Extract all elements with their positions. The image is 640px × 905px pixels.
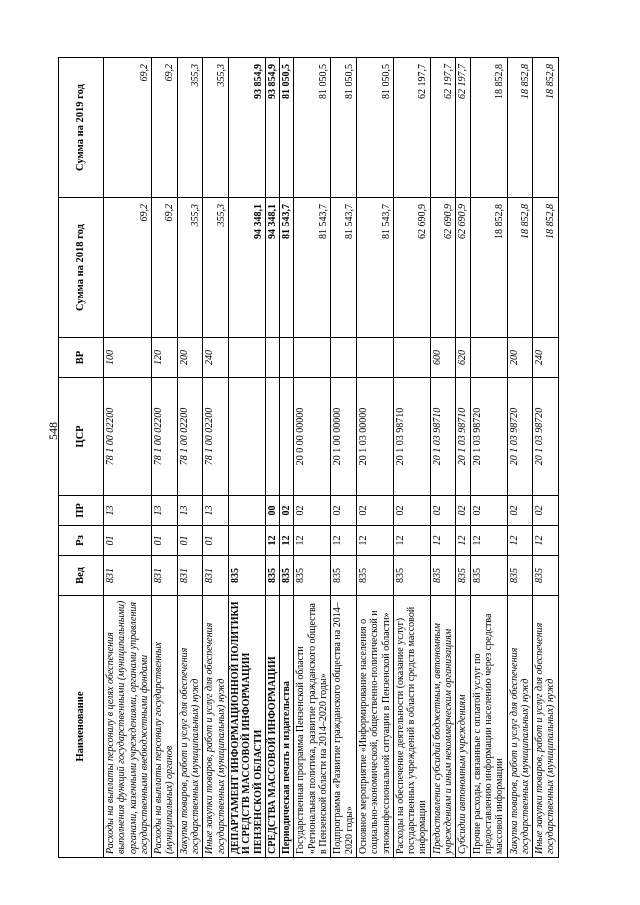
column-header: Рз	[59, 526, 104, 556]
cell-ved: 835	[507, 556, 533, 596]
cell-s2019: 69,2	[152, 58, 178, 198]
cell-name: Прочие расходы, связанные с оплатой услуг по предоставлению информации населению через средства массовой информации	[470, 596, 507, 858]
cell-s2018: 94 348,1	[228, 198, 265, 338]
cell-name: Основное мероприятие «Информирование населения о социально-экономической, общественно-политической и этноконфессиональной ситуации в Пензенской области»	[356, 596, 393, 858]
cell-csr: 78 1 00 02200	[104, 378, 152, 496]
cell-name: Иные закупки товаров, работ и услуг для обеспечения государственных (муниципальных) нужд	[533, 596, 559, 858]
cell-s2019: 355,3	[203, 58, 229, 198]
cell-s2018: 94 348,1	[265, 198, 279, 338]
rotated-page	[58, 58, 604, 858]
cell-rz: 12	[533, 526, 559, 556]
cell-vr	[356, 338, 393, 378]
cell-s2018: 355,3	[203, 198, 229, 338]
cell-vr	[294, 338, 331, 378]
cell-pr: 02	[507, 496, 533, 526]
column-header: Сумма на 2019 год	[59, 58, 104, 198]
cell-vr	[393, 338, 430, 378]
cell-s2019: 18 852,8	[533, 58, 559, 198]
cell-pr	[228, 496, 265, 526]
cell-csr: 20 1 00 00000	[331, 378, 357, 496]
cell-name: Периодическая печать и издательства	[280, 596, 294, 858]
cell-rz: 12	[280, 526, 294, 556]
cell-pr: 02	[456, 496, 470, 526]
cell-name: СРЕДСТВА МАССОВОЙ ИНФОРМАЦИИ	[265, 596, 279, 858]
table-row	[430, 58, 456, 858]
column-header: Вед	[59, 556, 104, 596]
cell-ved: 831	[152, 556, 178, 596]
cell-pr: 02	[533, 496, 559, 526]
cell-rz	[228, 526, 265, 556]
table-row	[533, 58, 559, 858]
column-header: Сумма на 2018 год	[59, 198, 104, 338]
cell-s2019: 93 854,9	[228, 58, 265, 198]
cell-csr: 20 1 03 98710	[430, 378, 456, 496]
cell-rz: 12	[507, 526, 533, 556]
table-row	[177, 58, 203, 858]
cell-rz: 12	[356, 526, 393, 556]
cell-csr: 20 1 03 98710	[393, 378, 430, 496]
cell-s2019: 69,2	[104, 58, 152, 198]
cell-s2019: 355,3	[177, 58, 203, 198]
cell-vr: 200	[507, 338, 533, 378]
cell-name: Закупка товаров, работ и услуг для обеспечения государственных (муниципальных) нужд	[507, 596, 533, 858]
cell-rz: 12	[265, 526, 279, 556]
table-row	[456, 58, 470, 858]
cell-pr: 02	[294, 496, 331, 526]
cell-ved: 835	[228, 556, 265, 596]
cell-csr	[280, 378, 294, 496]
cell-csr: 20 0 00 00000	[294, 378, 331, 496]
table-row	[152, 58, 178, 858]
cell-ved: 831	[177, 556, 203, 596]
cell-vr	[265, 338, 279, 378]
cell-name: Государственная программа Пензенской области «Региональная политика, развитие гражданского общества в Пензенской области на 2014–2020 годы»	[294, 596, 331, 858]
table-row	[393, 58, 430, 858]
column-header: Наименование	[59, 596, 104, 858]
cell-name: Субсидии автономным учреждениям	[456, 596, 470, 858]
cell-vr: 240	[533, 338, 559, 378]
cell-name: Подпрограмма «Развитие гражданского общества на 2014–2020 годы»	[331, 596, 357, 858]
cell-name: Расходы на обеспечение деятельности (оказание услуг) государственных учреждений в области средств массовой информации	[393, 596, 430, 858]
cell-ved: 835	[456, 556, 470, 596]
cell-vr	[228, 338, 265, 378]
cell-s2019: 18 852,8	[507, 58, 533, 198]
column-header: ПР	[59, 496, 104, 526]
cell-pr: 02	[356, 496, 393, 526]
table-row	[228, 58, 265, 858]
cell-ved: 835	[393, 556, 430, 596]
cell-name: Иные закупки товаров, работ и услуг для обеспечения государственных (муниципальных) нужд	[203, 596, 229, 858]
cell-name: Предоставление субсидий бюджетным, автономным учреждениям и иным некоммерческим организациям	[430, 596, 456, 858]
cell-ved: 835	[356, 556, 393, 596]
cell-pr: 02	[470, 496, 507, 526]
cell-s2018: 62 690,9	[456, 198, 470, 338]
cell-s2019: 62 197,7	[456, 58, 470, 198]
cell-s2018: 81 543,7	[331, 198, 357, 338]
cell-vr	[470, 338, 507, 378]
table-header	[59, 58, 104, 858]
cell-rz: 12	[393, 526, 430, 556]
cell-pr: 00	[265, 496, 279, 526]
cell-ved: 835	[430, 556, 456, 596]
cell-s2019: 81 050,5	[331, 58, 357, 198]
cell-pr: 02	[331, 496, 357, 526]
cell-csr: 20 1 03 00000	[356, 378, 393, 496]
cell-csr: 78 1 00 02200	[152, 378, 178, 496]
cell-rz: 12	[456, 526, 470, 556]
cell-rz: 01	[203, 526, 229, 556]
cell-csr: 78 1 00 02200	[177, 378, 203, 496]
cell-s2018: 62 690,9	[430, 198, 456, 338]
cell-csr: 78 1 00 02200	[203, 378, 229, 496]
column-header: ВР	[59, 338, 104, 378]
cell-vr: 620	[456, 338, 470, 378]
cell-name: Расходы на выплаты персоналу государственных (муниципальных) органов	[152, 596, 178, 858]
cell-rz: 12	[331, 526, 357, 556]
cell-pr: 02	[393, 496, 430, 526]
table-row	[356, 58, 393, 858]
cell-csr	[228, 378, 265, 496]
cell-rz: 12	[294, 526, 331, 556]
cell-csr: 20 1 03 98720	[470, 378, 507, 496]
cell-s2018: 81 543,7	[356, 198, 393, 338]
cell-vr: 240	[203, 338, 229, 378]
cell-name: Закупка товаров, работ и услуг для обеспечения государственных (муниципальных) нужд	[177, 596, 203, 858]
table-row	[203, 58, 229, 858]
cell-pr: 13	[104, 496, 152, 526]
cell-pr: 13	[152, 496, 178, 526]
cell-ved: 835	[280, 556, 294, 596]
cell-s2019: 62 197,7	[393, 58, 430, 198]
cell-rz: 12	[430, 526, 456, 556]
cell-csr: 20 1 03 98720	[507, 378, 533, 496]
cell-s2019: 93 854,9	[265, 58, 279, 198]
page-number: 548	[46, 422, 60, 440]
cell-rz: 12	[470, 526, 507, 556]
cell-vr: 120	[152, 338, 178, 378]
cell-csr	[265, 378, 279, 496]
cell-s2018: 355,3	[177, 198, 203, 338]
cell-s2018: 81 543,7	[294, 198, 331, 338]
cell-pr: 02	[430, 496, 456, 526]
cell-vr: 600	[430, 338, 456, 378]
table-row	[265, 58, 279, 858]
cell-s2018: 18 852,8	[470, 198, 507, 338]
table-row	[331, 58, 357, 858]
cell-s2019: 81 050,5	[294, 58, 331, 198]
cell-vr: 100	[104, 338, 152, 378]
cell-name: ДЕПАРТАМЕНТ ИНФОРМАЦИОННОЙ ПОЛИТИКИ И СРЕДСТВ МАССОВОЙ ИНФОРМАЦИИ ПЕНЗЕНСКОЙ ОБЛАСТИ	[228, 596, 265, 858]
cell-ved: 835	[331, 556, 357, 596]
table-row	[470, 58, 507, 858]
table-row	[294, 58, 331, 858]
cell-pr: 13	[203, 496, 229, 526]
cell-ved: 835	[533, 556, 559, 596]
cell-ved: 835	[294, 556, 331, 596]
table-row	[280, 58, 294, 858]
cell-s2018: 69,2	[152, 198, 178, 338]
cell-s2018: 18 852,8	[507, 198, 533, 338]
cell-s2019: 81 050,5	[356, 58, 393, 198]
cell-s2018: 81 543,7	[280, 198, 294, 338]
cell-s2019: 62 197,7	[430, 58, 456, 198]
cell-pr: 13	[177, 496, 203, 526]
cell-vr	[280, 338, 294, 378]
column-header: ЦСР	[59, 378, 104, 496]
cell-csr: 20 1 03 98720	[533, 378, 559, 496]
cell-rz: 01	[104, 526, 152, 556]
table-row	[104, 58, 152, 858]
cell-rz: 01	[177, 526, 203, 556]
cell-vr: 200	[177, 338, 203, 378]
cell-ved: 831	[203, 556, 229, 596]
cell-ved: 831	[104, 556, 152, 596]
cell-name: Расходы на выплаты персоналу в целях обеспечения выполнения функций государственными (муниципальными) органами, казенными учреждениями, органами управления государственными внебюджетными фондами	[104, 596, 152, 858]
cell-ved: 835	[470, 556, 507, 596]
cell-vr	[331, 338, 357, 378]
cell-rz: 01	[152, 526, 178, 556]
budget-table	[58, 57, 559, 858]
cell-csr: 20 1 03 98710	[456, 378, 470, 496]
table-row	[507, 58, 533, 858]
cell-ved: 835	[265, 556, 279, 596]
cell-s2019: 18 852,8	[470, 58, 507, 198]
cell-s2019: 81 050,5	[280, 58, 294, 198]
cell-s2018: 69,2	[104, 198, 152, 338]
cell-s2018: 18 852,8	[533, 198, 559, 338]
cell-pr: 02	[280, 496, 294, 526]
cell-s2018: 62 690,9	[393, 198, 430, 338]
